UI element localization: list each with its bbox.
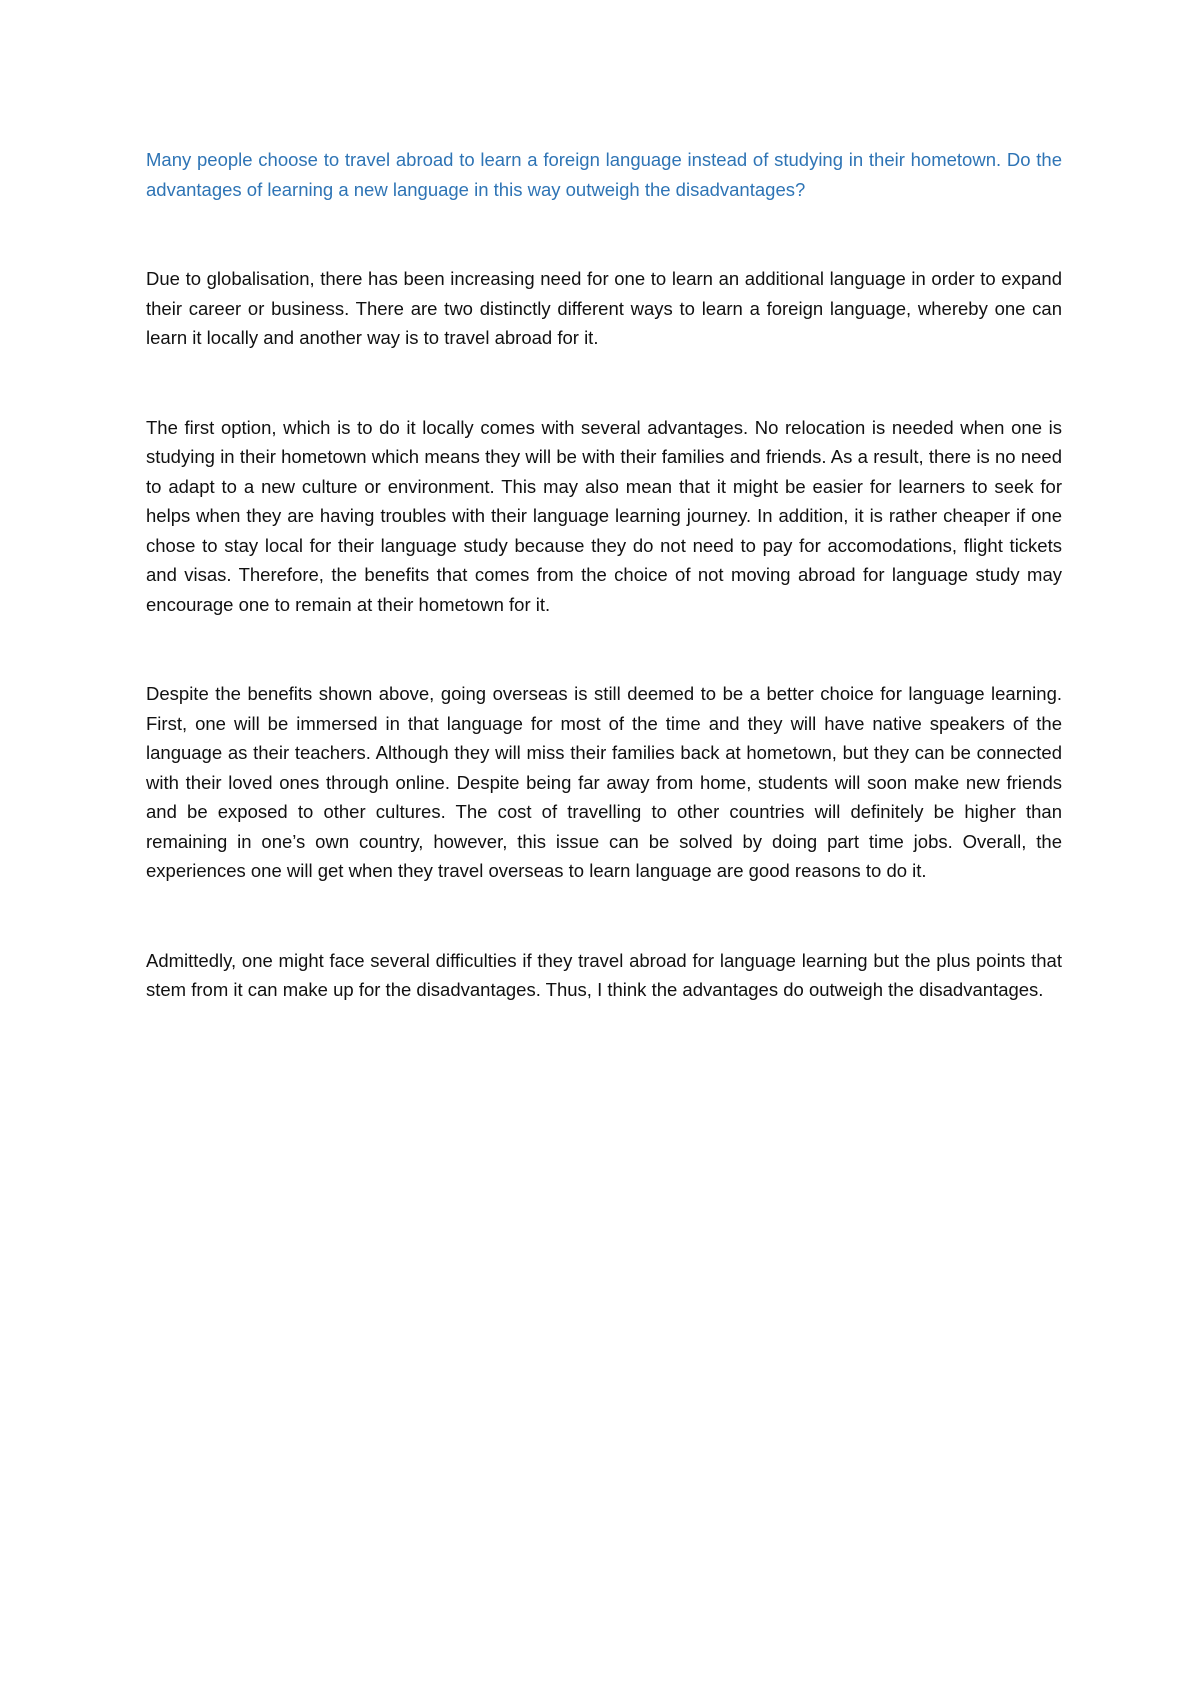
paragraph-overseas-study: Despite the benefits shown above, going overseas is still deemed to be a better choice for language learning. First, one will be immersed in that language for most of the time and they will have native speakers of the language as their teachers. Although they will miss their families back at hometown, but they can be connected with their loved ones through online. Despite being far away from home, students will soon make new friends and be exposed to other cultures. The cost of travelling to other countries will definitely be higher than remaining in one’s own country, however, this issue can be solved by doing part time jobs. Overall, the experiences one will get when they travel overseas to learn language are good reasons to do it. [146,683,1062,881]
essay-question: Many people choose to travel abroad to learn a foreign language instead of studying in their hometown. Do the advantages of learning a new language in this way outweigh the disadvantages? [146,149,1062,200]
paragraph-conclusion: Admittedly, one might face several difficulties if they travel abroad for language learning but the plus points that stem from it can make up for the disadvantages. Thus, I think the advantages do outweigh the disadvantages. [146,949,1062,1000]
paragraph-introduction: Due to globalisation, there has been increasing need for one to learn an additional language in order to expand their career or business. There are two distinctly different ways to learn a foreign language, whereby one can learn it locally and another way is to travel abroad for it. [146,268,1062,348]
paragraph-local-study: The first option, which is to do it locally comes with several advantages. No relocation is needed when one is studying in their hometown which means they will be with their families and friends. As a result, there is no need to adapt to a new culture or environment. This may also mean that it might be easier for learners to seek for helps when they are having troubles with their language learning journey. In addition, it is rather cheaper if one chose to stay local for their language study because they do not need to pay for accomodations, flight tickets and visas. Therefore, the benefits that comes from the choice of not moving abroad for language study may encourage one to remain at their hometown for it. [146,416,1062,615]
document-body [146,145,1062,1005]
